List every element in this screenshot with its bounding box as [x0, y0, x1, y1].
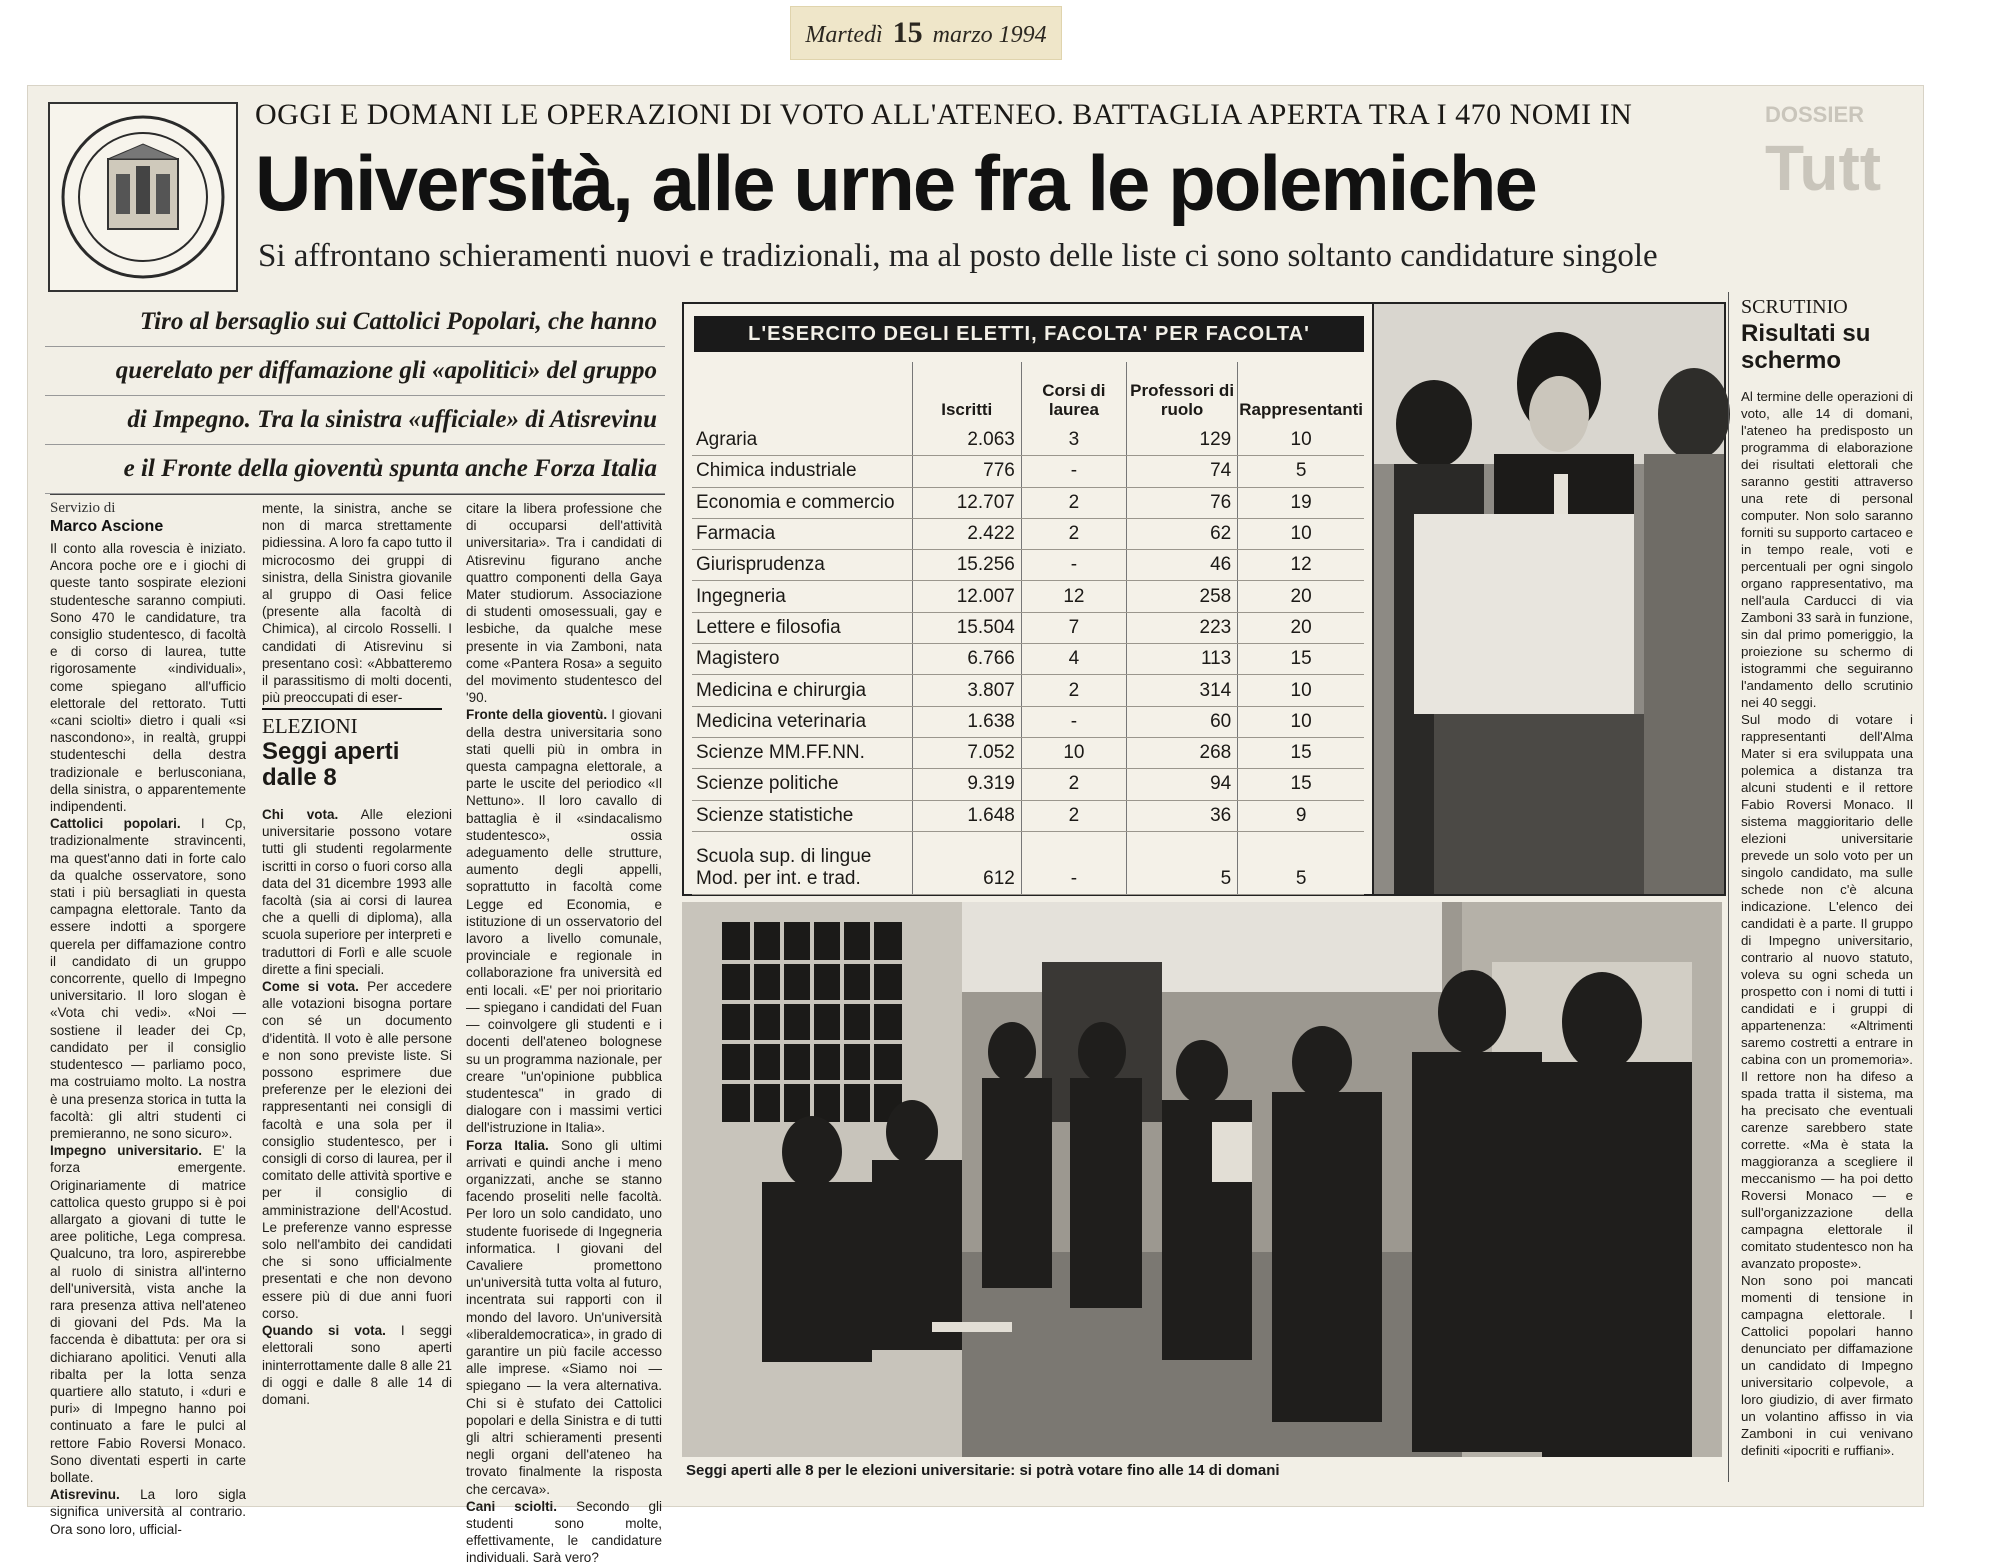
table-cell: 62	[1126, 518, 1237, 549]
table-row	[692, 769, 1364, 800]
column-header: Rappresentanti	[1238, 362, 1364, 425]
table-cell-faculty: Agraria	[692, 425, 912, 456]
paragraph: E' la forza emergente. Originariamente di matrice cattolica questo gruppo si è poi allargato a giovani di tutte le aree politiche, Lega compresa. Qualcuno, tra loro, aspirerebbe al ruolo di sinistra all'interno dell'università, vista anche la rara presenza attiva nell'ateneo di giovani del Pds. Ma la faccenda è dibattuta: per ora si dichiarano apolitici. Venuti alla ribalta per la lotta senza quartiere allo statuto, i «duri e puri» di Impegno hanno poi continuato a fare le pulci al rettore Fabio Roversi Monaco. Sono diventati esperti in carte bollate.	[50, 1143, 246, 1485]
table-cell: 12	[1021, 581, 1126, 612]
table-cell: 20	[1238, 581, 1364, 612]
table-cell-faculty: Chimica industriale	[692, 456, 912, 487]
table-cell-faculty: Ingegneria	[692, 581, 912, 612]
table-row	[692, 737, 1364, 768]
info-box-header	[262, 708, 442, 800]
photo-caption: Seggi aperti alle 8 per le elezioni universitarie: si potrà votare fino alle 14 di domani	[686, 1462, 1280, 1479]
table-cell-faculty: Medicina e chirurgia	[692, 675, 912, 706]
table-cell: 74	[1126, 456, 1237, 487]
paragraph: citare la libera professione che di occuparsi dell'attività universitaria». Tra i candidati di Atisrevinu figurano anche quattro componenti della Gaya Mater studiorum. Associazione di studenti omosessuali, gay e lesbiche, da qualche mese presente in via Zamboni, nata come «Pantera Rosa» a seguito del movimento studentesco del '90.	[466, 501, 662, 706]
faculty-name-line: Mod. per int. e trad.	[696, 867, 861, 889]
table-cell: -	[1021, 706, 1126, 737]
byline-author: Marco Ascione	[50, 518, 164, 535]
paragraph: I seggi elettorali sono aperti ininterrottamente dalle 8 alle 21 di oggi e dalle 8 alle 14 di domani.	[262, 1323, 452, 1407]
date-month-year: marzo 1994	[932, 22, 1047, 48]
date-weekday: Martedì	[805, 22, 883, 48]
deck-line: Tiro al bersaglio sui Cattolici Popolari, che hanno	[45, 298, 665, 347]
table-cell: 129	[1126, 425, 1237, 456]
sidebar-title: Risultati su schermo	[1741, 320, 1871, 374]
table-cell: 15	[1238, 769, 1364, 800]
deck-line: querelato per diffamazione gli «apolitici» del gruppo	[45, 347, 665, 396]
table-cell: 15	[1238, 644, 1364, 675]
paragraph: La loro sigla significa università al contrario. Ora sono loro, ufficial-	[50, 1487, 246, 1537]
table-cell: 268	[1126, 737, 1237, 768]
photo-voting-booth	[1372, 302, 1726, 896]
table-cell: 3.807	[912, 675, 1021, 706]
table-row	[692, 644, 1364, 675]
table-cell: 12.707	[912, 487, 1021, 518]
table-cell: 15	[1238, 737, 1364, 768]
table-cell: 5	[1238, 831, 1364, 894]
table-cell-faculty: Medicina veterinaria	[692, 706, 912, 737]
table-cell: 2	[1021, 487, 1126, 518]
table-cell: 6.766	[912, 644, 1021, 675]
table-cell: 36	[1126, 800, 1237, 831]
table-cell: 10	[1238, 425, 1364, 456]
table-cell: 94	[1126, 769, 1237, 800]
table-cell: 20	[1238, 612, 1364, 643]
table-cell: 2	[1021, 675, 1126, 706]
table-cell: 12.007	[912, 581, 1021, 612]
kicker-line: OGGI E DOMANI LE OPERAZIONI DI VOTO ALL'ATENEO. BATTAGLIA APERTA TRA I 470 NOMI IN	[255, 98, 1633, 131]
table-cell: 19	[1238, 487, 1364, 518]
table-cell: 10	[1238, 518, 1364, 549]
table-cell: 10	[1238, 706, 1364, 737]
faculty-name-line: Scuola sup. di lingue	[696, 845, 872, 867]
paragraph: Il conto alla rovescia è iniziato. Ancora poche ore e i giochi di queste tanto sospirate elezioni studentesche saranno compiuti. Sono 470 le candidature, tra consiglio studentesco, di facoltà e di corso di laurea, tutte rigorosamente «individuali», come spiegano all'ufficio elettorale del rettorato. Tutti «cani sciolti» dietro i quali «si nascondono», in realtà, gruppi studenteschi della destra tradizionale e berlusconiana, della sinistra, o apparentemente indipendenti.	[50, 541, 246, 815]
headline: Università, alle urne fra le polemiche	[255, 139, 1536, 227]
paragraph: I Cp, tradizionalmente stravincenti, ma quest'anno dati in forte calo da qualche osservatore, sono stati i più bersagliati in questa campagna elettorale. Tanto da essere indotti a sporgere querela per diffamazione contro il candidato di un gruppo concorrente, quello di Impegno universitario. Il loro slogan è «Vota chi vedi». «Noi — sostiene il leader dei Cp, candidato per il consiglio studentesco — parliamo poco, ma costruiamo molto. La nostra è una presenza storica in tutta la facoltà: gli altri studenti ci premieranno, ne sono sicuro».	[50, 816, 246, 1141]
table-cell-faculty: Lettere e filosofia	[692, 612, 912, 643]
table-cell: 113	[1126, 644, 1237, 675]
table-cell: 10	[1021, 737, 1126, 768]
table-cell-faculty: Magistero	[692, 644, 912, 675]
table-row	[692, 831, 1364, 894]
table-row	[692, 800, 1364, 831]
info-box-title: Seggi aperti dalle 8	[262, 738, 400, 791]
deck-line: di Impegno. Tra la sinistra «ufficiale» di Atisrevinu	[45, 396, 665, 445]
paragraph: Alle elezioni universitarie possono votare tutti gli studenti regolarmente iscritti in corso o fuori corso alla data del 31 dicembre 1993 alle facoltà (sia ai corsi di laurea che a quelli di diploma), alla scuola superiore per interpreti e traduttori di Forlì e alle scuole dirette a fini speciali.	[262, 807, 453, 977]
table-cell: 2	[1021, 518, 1126, 549]
info-box-label: ELEZIONI	[262, 714, 358, 738]
article-column-1	[50, 540, 246, 1537]
photo-students-corridor	[682, 902, 1722, 1457]
date-label	[790, 6, 1062, 60]
column-header: Iscritti	[912, 362, 1021, 425]
sidebar-scrutinio	[1728, 292, 1919, 1482]
section-heading: Come si vota.	[262, 979, 359, 995]
article-column-3	[466, 500, 662, 1566]
table-cell: 776	[912, 456, 1021, 487]
table-cell: 223	[1126, 612, 1237, 643]
university-seal-logo	[48, 102, 238, 292]
table-row	[692, 518, 1364, 549]
info-box-body	[262, 806, 452, 1496]
table-cell: -	[1021, 831, 1126, 894]
paragraph: Sul modo di votare i rappresentanti dell'Alma Mater si era sviluppata una polemica a distanza tra alcuni studenti e il rettore Fabio Roversi Monaco. Il sistema maggioritario delle elezioni universitarie prevede un solo voto per un singolo candidato, ma sulle schede non c'è alcuna indicazione. L'elenco dei candidati è a parte. Il gruppo di Impegno universitario, contrario al nuovo statuto, voleva su ogni scheda un prospetto con i nomi di tutti i candidati e i gruppi di appartenenza: «Altrimenti saremo costretti a entrare in cabina con un promemoria». Il rettore non ha difeso a spada tratta il sistema, ma ha precisato che eventuali carenze sarebbero state corrette. «Ma è stata la maggioranza a scegliere il meccanismo — ha poi detto Roversi Monaco — e sull'organizzazione della campagna elettorale il comitato studentesco non ha avanzato proposte».	[1741, 712, 1913, 1271]
table-row	[692, 550, 1364, 581]
table-cell-faculty: Scienze politiche	[692, 769, 912, 800]
column-header	[692, 362, 912, 425]
sidebar-label: SCRUTINIO	[1741, 296, 1848, 318]
table-row	[692, 612, 1364, 643]
divider	[50, 494, 665, 495]
paragraph: Per accedere alle votazioni bisogna portare con sé un documento d'identità. Il voto è alle persone e non sono previste liste. Si possono esprimere due preferenze per le elezioni dei rappresentanti nei consigli di facoltà e una sola per il consiglio studentesco, per i consigli di corso di laurea, per il comitato delle attività sportive e per il consiglio di amministrazione dell'Acostud. Le preferenze vanno espresse solo nell'ambito dei candidati che si sono ufficialmente presentati e che non devono essere più di due anni fuori corso.	[262, 979, 452, 1321]
table-cell: 15.504	[912, 612, 1021, 643]
table-cell-faculty: Scienze statistiche	[692, 800, 912, 831]
table-cell: -	[1021, 456, 1126, 487]
faculty-table	[692, 362, 1364, 895]
table-cell-faculty	[692, 831, 912, 894]
paragraph: I giovani della destra universitaria sono stati quelli più in ombra in questa campagna elettorale, a parte le uscite del periodico «Il Nettuno». Il loro cavallo di battaglia è il «sindacalismo studentesco», ossia adeguamento delle strutture, aumento degli appelli, soprattutto in facoltà come Legge ed Economia, e istituzione di un osservatorio del lavoro a livello comunale, provinciale e regionale in collaborazione fra università ed enti locali. «E' per noi prioritario — spiegano i candidati del Fuan — coinvolgere gli studenti e i docenti dell'ateneo bolognese su un programma nazionale, per creare "un'opinione pubblica studentesca" in grado di dialogare con i massimi vertici dell'istruzione in Italia».	[466, 707, 662, 1136]
paragraph: Non sono poi mancati momenti di tensione in campagna elettorale. I Cattolici popolari hanno denunciato per diffamazione un candidato di Impegno universitario colpevole, a loro giudizio, di aver firmato un volantino affisso in via Zamboni in cui venivano definiti «ipocriti e ruffiani».	[1741, 1273, 1913, 1458]
sidebar-body	[1741, 388, 1913, 1478]
table-cell: 3	[1021, 425, 1126, 456]
table-cell: 2	[1021, 800, 1126, 831]
table-row	[692, 487, 1364, 518]
table-cell: 5	[1126, 831, 1237, 894]
section-heading: Cattolici popolari.	[50, 816, 181, 832]
table-cell: 1.638	[912, 706, 1021, 737]
paragraph: Sono gli ultimi arrivati e quindi anche i meno organizzati, anche se stanno facendo proseliti nelle facoltà. Per loro un solo candidato, uno studente fuorisede di Ingegneria informatica. I giovani del Cavaliere promettono un'università tutta volta al futuro, incentrata sui rapporti con il mondo del lavoro. Un'università «liberaldemocratica», in grado di garantire un più facile accesso alle imprese. «Siamo noi — spiegano — la vera alternativa. Chi si è stufato dei Cattolici popolari e della Sinistra e di tutti gli altri schieramenti presenti negli organi dell'ateneo ha trovato finalmente la risposta che cercava».	[466, 1137, 662, 1497]
date-day: 15	[892, 16, 923, 49]
table-cell: 2.422	[912, 518, 1021, 549]
table-cell: -	[1021, 550, 1126, 581]
column-header: Corsi di laurea	[1021, 362, 1126, 425]
section-heading: Impegno universitario.	[50, 1143, 202, 1159]
deck-line: e il Fronte della gioventù spunta anche Forza Italia	[45, 445, 665, 494]
table-cell-faculty: Farmacia	[692, 518, 912, 549]
table-cell-faculty: Scienze MM.FF.NN.	[692, 737, 912, 768]
section-heading: Atisrevinu.	[50, 1487, 120, 1503]
table-row	[692, 425, 1364, 456]
table-cell: 5	[1238, 456, 1364, 487]
table-cell: 60	[1126, 706, 1237, 737]
statistics-table-box	[682, 302, 1376, 896]
table-cell: 7	[1021, 612, 1126, 643]
section-heading: Quando si vota.	[262, 1323, 386, 1339]
table-cell: 15.256	[912, 550, 1021, 581]
table-row	[692, 706, 1364, 737]
table-header-row	[692, 362, 1364, 425]
table-cell: 76	[1126, 487, 1237, 518]
table-cell: 1.648	[912, 800, 1021, 831]
table-cell: 9.319	[912, 769, 1021, 800]
table-cell-faculty: Giurisprudenza	[692, 550, 912, 581]
section-heading: Cani sciolti.	[466, 1498, 558, 1514]
section-heading: Fronte della gioventù.	[466, 707, 608, 723]
adjacent-headline: Tutt	[1765, 132, 1882, 204]
deck-summary	[45, 298, 665, 494]
paragraph: Secondo gli studenti sono molte, effettivamente, le candidature individuali. Sarà vero?	[466, 1498, 662, 1566]
table-cell: 46	[1126, 550, 1237, 581]
adjacent-article-fragment	[1765, 100, 1923, 270]
section-heading: Chi vota.	[262, 807, 339, 822]
table-cell: 314	[1126, 675, 1237, 706]
table-cell: 9	[1238, 800, 1364, 831]
paragraph: mente, la sinistra, anche se non di marca strettamente pidiessina. A loro fa capo tutto il microcosmo dei gruppi di sinistra, della Sinistra giovanile al gruppo di Oasi felice (presente alla facoltà di Chimica), al circolo Rosselli. I candidati di Atisrevinu si presentano così: «Abbatteremo il parassitismo di molti docenti, più preoccupati di eser-	[262, 501, 452, 706]
article-column-2	[262, 500, 452, 706]
table-title: L'ESERCITO DEGLI ELETTI, FACOLTA' PER FACOLTA'	[694, 316, 1364, 352]
table-cell: 4	[1021, 644, 1126, 675]
table-cell: 2.063	[912, 425, 1021, 456]
table-cell: 612	[912, 831, 1021, 894]
table-cell-faculty: Economia e commercio	[692, 487, 912, 518]
table-row	[692, 456, 1364, 487]
table-row	[692, 581, 1364, 612]
table-row	[692, 675, 1364, 706]
subheadline: Si affrontano schieramenti nuovi e tradizionali, ma al posto delle liste ci sono soltanto candidature singole	[258, 238, 1658, 274]
byline-label: Servizio di	[50, 500, 116, 516]
table-cell: 2	[1021, 769, 1126, 800]
column-header: Professori di ruolo	[1126, 362, 1237, 425]
section-heading: Forza Italia.	[466, 1137, 549, 1153]
table-cell: 10	[1238, 675, 1364, 706]
table-cell: 12	[1238, 550, 1364, 581]
table-cell: 258	[1126, 581, 1237, 612]
table-cell: 7.052	[912, 737, 1021, 768]
paragraph: Al termine delle operazioni di voto, alle 14 di domani, l'ateneo ha predisposto un programma di elaborazione dei risultati elettorali che saranno gestiti attraverso una rete di personal computer. Non solo saranno forniti su supporto cartaceo e in tempo reale, voti e percentuali per ogni singolo organo rappresentativo, ma nell'aula Carducci di via Zamboni 33 sarà in funzione, sin dal primo pomeriggio, la proiezione su schermo di istogrammi che seguiranno l'andamento dello scrutinio nei 40 seggi.	[1741, 389, 1913, 710]
adjacent-kicker: DOSSIER	[1765, 102, 1865, 127]
